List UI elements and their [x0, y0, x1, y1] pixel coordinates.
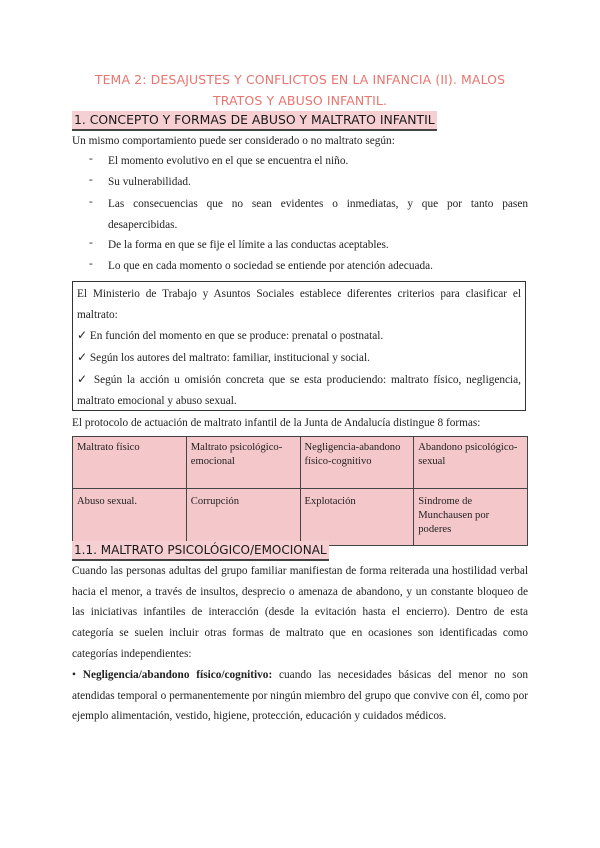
box-item [77, 325, 521, 347]
criteria-item: Su vulnerabilidad. [108, 176, 191, 188]
table-cell: Maltrato psicológico-emocional [186, 437, 300, 489]
title-line-1: TEMA 2: DESAJUSTES Y CONFLICTOS EN LA INFANCIA (II). MALOS [94, 72, 506, 87]
box-item-text: En función del momento en que se produce: prenatal o postnatal. [89, 330, 384, 343]
bullet-dash: - [89, 153, 93, 165]
bullet-dash: - [89, 237, 93, 249]
section-1-1-paragraph: Cuando las personas adultas del grupo familiar manifiestan de forma reiterada una hostilidad verbal hacia el menor, a través de insultos, desprecio o amenaza de abandono, y un constante bloqueo de las iniciativas infantiles de interacción (desde la evitación hasta el encierro). Dentro de esta categoría se suelen incluir otras formas de maltrato que en ocasiones son identificadas como categorías independientes: [72, 565, 528, 660]
table-cell: Abandono psicológico-sexual [414, 437, 528, 489]
criteria-item: El momento evolutivo en el que se encuentra el niño. [108, 155, 349, 167]
table-row [73, 489, 528, 546]
criteria-item: Lo que en cada momento o sociedad se entiende por atención adecuada. [108, 260, 433, 272]
neglect-paragraph [72, 665, 528, 727]
bullet-dash: - [89, 196, 93, 208]
section-1-heading: 1. CONCEPTO Y FORMAS DE ABUSO Y MALTRATO INFANTIL [72, 111, 437, 131]
protocol-text: El protocolo de actuación de maltrato infantil de la Junta de Andalucía distingue 8 formas: [72, 417, 481, 429]
table-cell: Abuso sexual. [73, 489, 187, 546]
table-cell: Síndrome de Munchausen por poderes [414, 489, 528, 546]
table-cell: Corrupción [186, 489, 300, 546]
intro-text: Un mismo comportamiento puede ser considerado o no maltrato según: [72, 135, 395, 147]
bullet-dash: - [89, 258, 93, 270]
check-icon: ✓ [77, 371, 90, 386]
box-item [77, 369, 521, 411]
section-1-1-heading: 1.1. MALTRATO PSICOLÓGICO/EMOCIONAL [72, 541, 329, 561]
criteria-item: Las consecuencias que no sean evidentes o inmediatas, y que por tanto pasen desapercibidas. [108, 198, 528, 231]
bullet-dash: - [89, 174, 93, 186]
box-item [77, 347, 521, 369]
box-item-text: Según los autores del maltrato: familiar, institucional y social. [89, 352, 370, 365]
criteria-item: De la forma en que se fije el límite a las conductas aceptables. [108, 239, 389, 251]
title-line-2: TRATOS Y ABUSO INFANTIL. [212, 93, 388, 108]
table-cell: Explotación [300, 489, 414, 546]
neglect-term: Negligencia/abandono físico/cognitivo: [82, 669, 273, 681]
table-row [73, 437, 528, 489]
classification-box [72, 281, 526, 411]
box-item-text: Según la acción u omisión concreta que se esta produciendo: maltrato físico, negligencia, maltrato emocional y abuso sexual. [77, 373, 522, 407]
document-title [72, 69, 528, 111]
neglect-text: cuando las necesidades básicas del menor no son atendidas temporal o permanentemente por ningún miembro del grupo que convive con él, como por ejemplo alimentación, vestido, higiene, protección, educación y cuidados médicos. [72, 669, 528, 723]
table-cell: Maltrato físico [73, 437, 187, 489]
forms-table [72, 436, 528, 546]
check-icon: ✓ [77, 350, 88, 365]
check-icon: ✓ [77, 328, 88, 343]
bullet-dot: • [72, 669, 76, 681]
table-cell: Negligencia-abandono físico-cognitivo [300, 437, 414, 489]
box-intro: El Ministerio de Trabajo y Asuntos Sociales establece diferentes criterios para clasificar el maltrato: [77, 288, 521, 321]
